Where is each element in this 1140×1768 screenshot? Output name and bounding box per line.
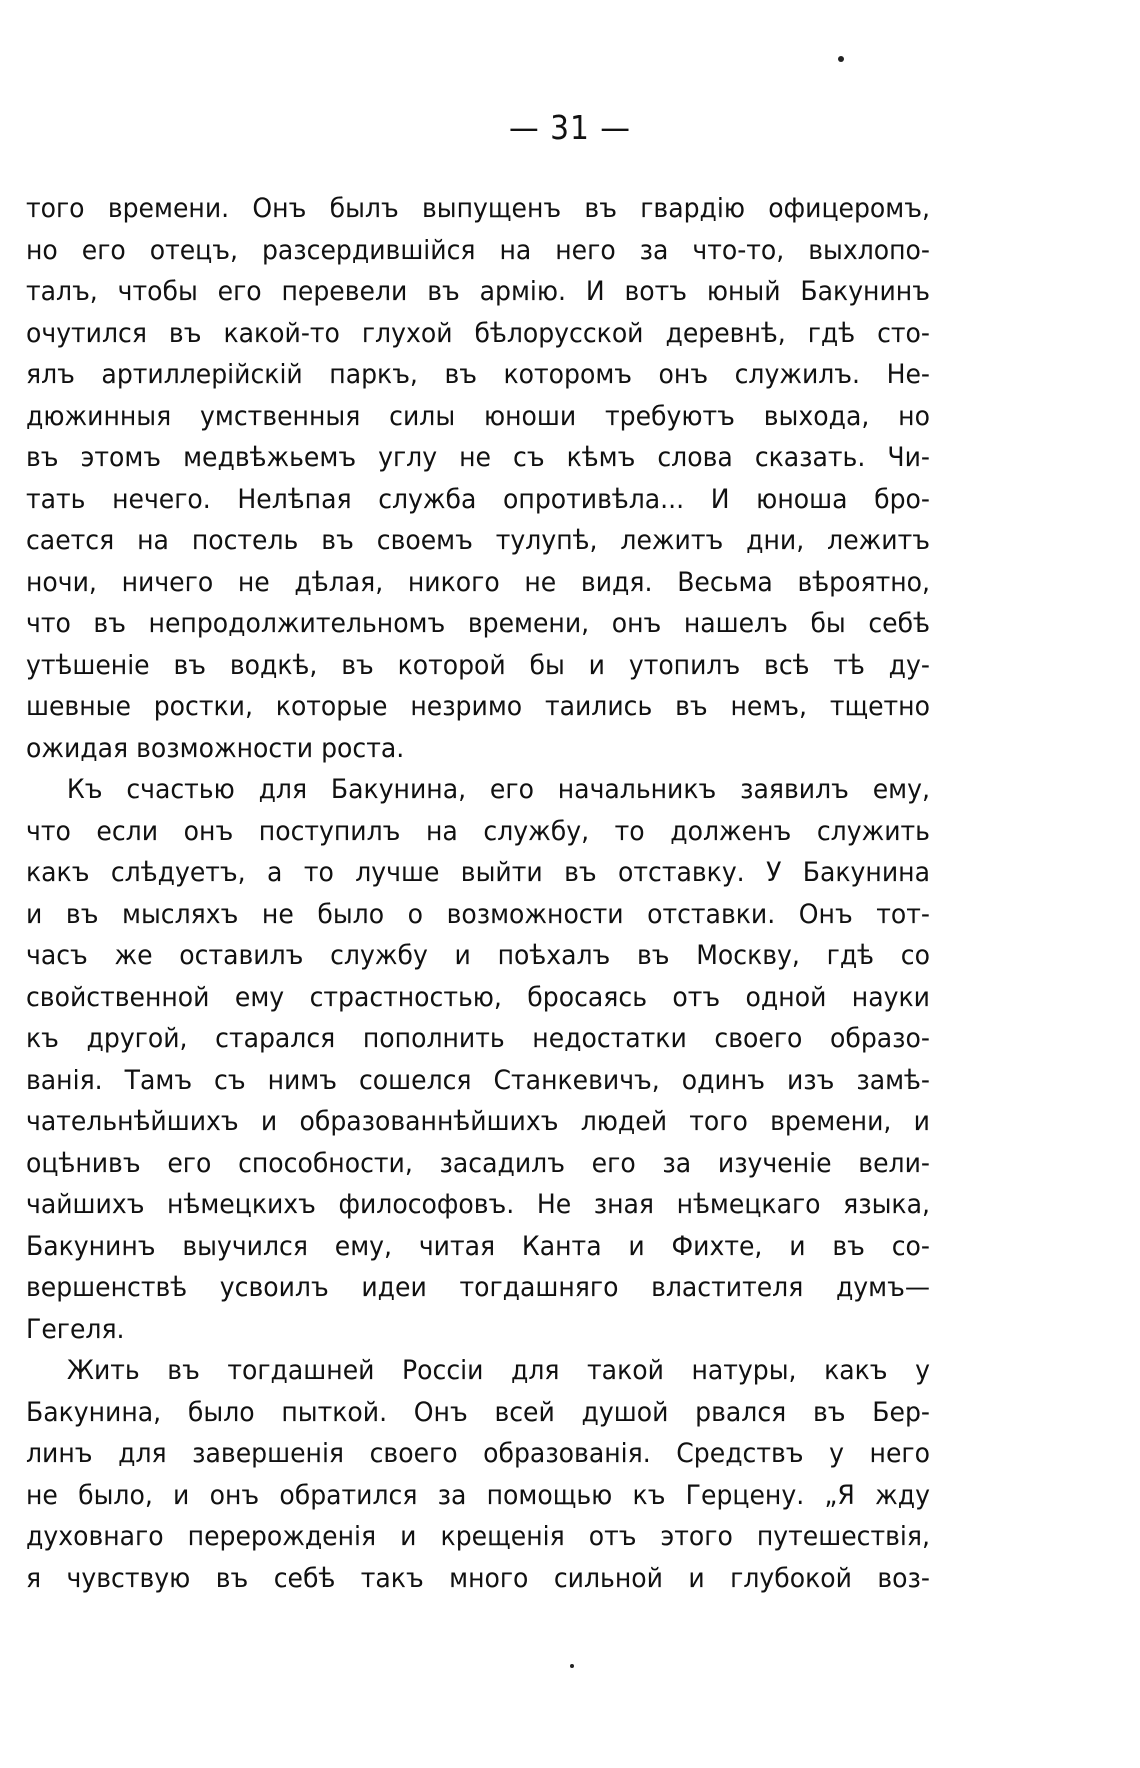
text-line: вершенствѣ усвоилъ идеи тогдашняго властителя думъ— — [26, 1272, 930, 1303]
text-line: и въ мысляхъ не было о возможности отставки. Онъ тот- — [26, 898, 930, 930]
text-line: оцѣнивъ его способности, засадилъ его за изученіе вели- — [26, 1147, 930, 1179]
text-line: талъ, чтобы его перевели въ армію. И вотъ юный Бакунинъ — [26, 276, 930, 307]
text-line: я чувствую въ себѣ такъ много сильной и глубокой воз- — [26, 1562, 930, 1594]
text-line: что если онъ поступилъ на службу, то долженъ служить — [26, 815, 930, 847]
text-line: что въ непродолжительномъ времени, онъ нашелъ бы себѣ — [26, 608, 930, 639]
text-line: не было, и онъ обратился за помощью къ Герцену. „Я жду — [26, 1479, 930, 1511]
text-line: къ другой, старался пополнить недостатки своего образо- — [26, 1023, 930, 1054]
text-line: ялъ артиллерійскій паркъ, въ которомъ онъ служилъ. Не- — [26, 359, 930, 390]
text-line: часъ же оставилъ службу и поѣхалъ въ Москву, гдѣ со — [26, 940, 930, 971]
text-line: Жить въ тогдашней Россіи для такой натуры, какъ у — [66, 1355, 930, 1386]
body-text — [26, 188, 930, 1599]
text-line: въ этомъ медвѣжьемъ углу не съ кѣмъ слова сказать. Чи- — [26, 442, 930, 473]
text-line: Къ счастью для Бакунина, его начальникъ заявилъ ему, — [66, 774, 930, 805]
text-line: Гегеля. — [26, 1313, 125, 1345]
text-line: ванія. Тамъ съ нимъ сошелся Станкевичъ, одинъ изъ замѣ- — [26, 1064, 930, 1096]
text-line: Бакунина, было пыткой. Онъ всей душой рвался въ Бер- — [26, 1396, 930, 1428]
text-line: линъ для завершенія своего образованія. Средствъ у него — [26, 1438, 930, 1469]
text-line: шевные ростки, которые незримо таились въ немъ, тщетно — [26, 691, 930, 722]
text-line: утѣшеніе въ водкѣ, въ которой бы и утопилъ всѣ тѣ ду- — [26, 649, 930, 681]
text-line: сается на постель въ своемъ тулупѣ, лежитъ дни, лежитъ — [26, 525, 930, 556]
text-line: Бакунинъ выучился ему, читая Канта и Фихте, и въ со- — [26, 1230, 930, 1262]
paragraph-1 — [26, 188, 930, 769]
paragraph-3 — [26, 1350, 930, 1599]
text-line: но его отецъ, разсердившійся на него за что-то, выхлопо- — [26, 234, 930, 266]
ink-speck-bottom — [570, 1664, 574, 1668]
text-line: чайшихъ нѣмецкихъ философовъ. Не зная нѣмецкаго языка, — [26, 1189, 930, 1220]
text-line: ожидая возможности роста. — [26, 732, 405, 764]
text-line: духовнаго перерожденія и крещенія отъ этого путешествія, — [26, 1521, 930, 1552]
text-line: того времени. Онъ былъ выпущенъ въ гвардію офицеромъ, — [26, 193, 930, 224]
ink-speck-top — [838, 56, 844, 62]
text-line: какъ слѣдуетъ, а то лучше выйти въ отставку. У Бакунина — [26, 857, 930, 888]
text-line: дюжинныя умственныя силы юноши требуютъ выхода, но — [26, 400, 930, 432]
text-line: ночи, ничего не дѣлая, никого не видя. Весьма вѣроятно, — [26, 566, 930, 598]
text-line: очутился въ какой-то глухой бѣлорусской деревнѣ, гдѣ сто- — [26, 317, 930, 349]
text-line: чательнѣйшихъ и образованнѣйшихъ людей того времени, и — [26, 1106, 930, 1137]
paragraph-2 — [26, 769, 930, 1350]
text-line: тать нечего. Нелѣпая служба опротивѣла... И юноша бро- — [26, 483, 930, 515]
page-number: — 31 — — [508, 108, 631, 147]
text-line: свойственной ему страстностью, бросаясь отъ одной науки — [26, 981, 930, 1013]
